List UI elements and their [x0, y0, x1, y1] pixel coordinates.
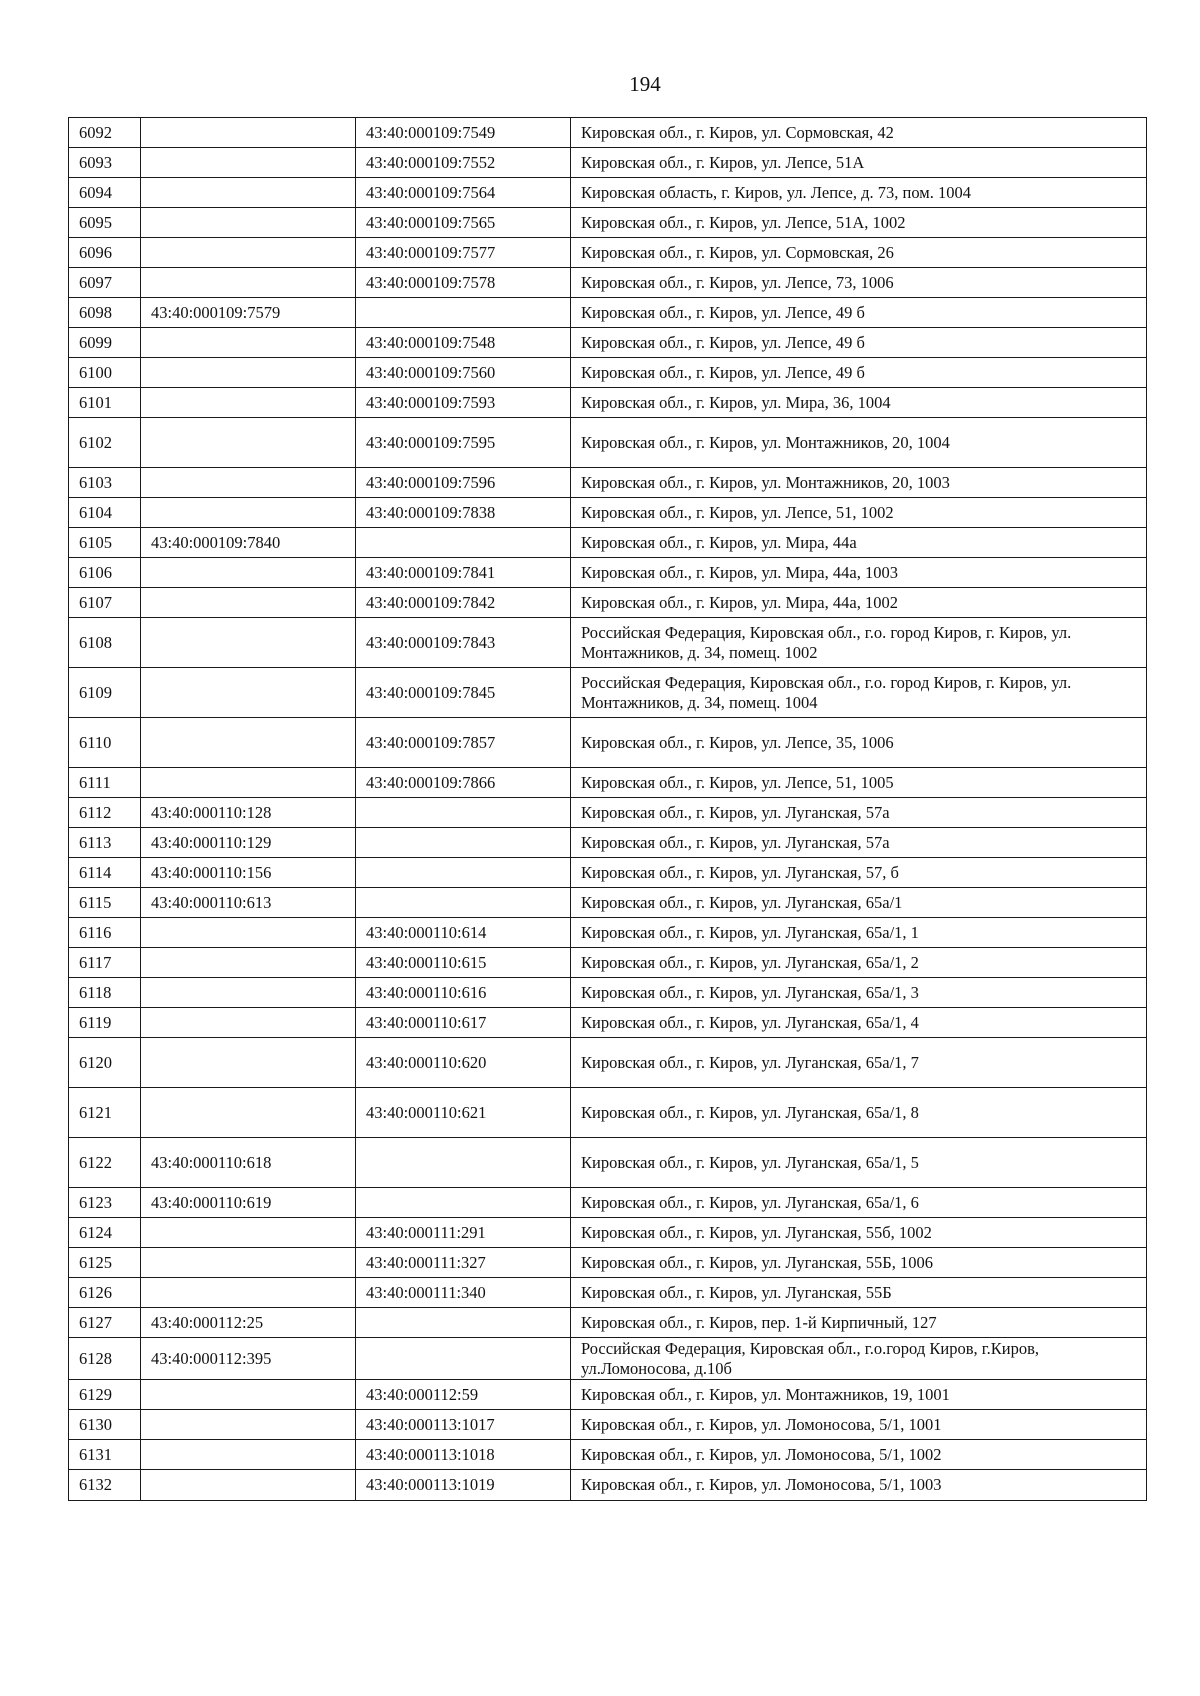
- row-number-cell: 6101: [69, 388, 141, 418]
- address-cell: Кировская обл., г. Киров, ул. Луганская, 57а: [571, 798, 1147, 828]
- premises-id-cell: 43:40:000109:7838: [356, 498, 571, 528]
- row-number-cell: 6126: [69, 1278, 141, 1308]
- object-id-cell: [141, 588, 356, 618]
- premises-id-cell: 43:40:000113:1019: [356, 1470, 571, 1501]
- address-cell: Кировская область, г. Киров, ул. Лепсе, д. 73, пом. 1004: [571, 178, 1147, 208]
- premises-id-cell: 43:40:000109:7595: [356, 418, 571, 468]
- premises-id-cell: 43:40:000110:617: [356, 1008, 571, 1038]
- address-cell: Кировская обл., г. Киров, ул. Луганская, 65а/1, 4: [571, 1008, 1147, 1038]
- address-cell: Российская Федерация, Кировская обл., г.о.город Киров, г.Киров, ул.Ломоносова, д.10б: [571, 1338, 1147, 1380]
- table-row: [69, 948, 1147, 978]
- premises-id-cell: [356, 1188, 571, 1218]
- registry-table: [68, 117, 1147, 1501]
- row-number-cell: 6115: [69, 888, 141, 918]
- address-cell: Кировская обл., г. Киров, ул. Луганская, 55б, 1002: [571, 1218, 1147, 1248]
- premises-id-cell: 43:40:000109:7857: [356, 718, 571, 768]
- object-id-cell: [141, 618, 356, 668]
- row-number-cell: 6102: [69, 418, 141, 468]
- premises-id-cell: 43:40:000109:7845: [356, 668, 571, 718]
- row-number-cell: 6095: [69, 208, 141, 238]
- object-id-cell: [141, 948, 356, 978]
- premises-id-cell: 43:40:000113:1018: [356, 1440, 571, 1470]
- object-id-cell: 43:40:000109:7579: [141, 298, 356, 328]
- address-cell: Кировская обл., г. Киров, ул. Луганская, 55Б: [571, 1278, 1147, 1308]
- table-row: [69, 1038, 1147, 1088]
- premises-id-cell: 43:40:000113:1017: [356, 1410, 571, 1440]
- row-number-cell: 6096: [69, 238, 141, 268]
- premises-id-cell: 43:40:000110:616: [356, 978, 571, 1008]
- object-id-cell: [141, 1008, 356, 1038]
- address-cell: Кировская обл., г. Киров, ул. Луганская, 65а/1, 3: [571, 978, 1147, 1008]
- object-id-cell: [141, 388, 356, 418]
- row-number-cell: 6132: [69, 1470, 141, 1501]
- premises-id-cell: 43:40:000109:7548: [356, 328, 571, 358]
- address-cell: Кировская обл., г. Киров, ул. Лепсе, 51А: [571, 148, 1147, 178]
- page-number: 194: [629, 72, 661, 96]
- object-id-cell: 43:40:000110:618: [141, 1138, 356, 1188]
- row-number-cell: 6104: [69, 498, 141, 528]
- premises-id-cell: [356, 1138, 571, 1188]
- table-row: [69, 1248, 1147, 1278]
- object-id-cell: 43:40:000109:7840: [141, 528, 356, 558]
- row-number-cell: 6125: [69, 1248, 141, 1278]
- row-number-cell: 6130: [69, 1410, 141, 1440]
- object-id-cell: [141, 1038, 356, 1088]
- table-row: [69, 1410, 1147, 1440]
- address-cell: Кировская обл., г. Киров, ул. Ломоносова, 5/1, 1001: [571, 1410, 1147, 1440]
- table-row: [69, 1380, 1147, 1410]
- premises-id-cell: [356, 858, 571, 888]
- row-number-cell: 6100: [69, 358, 141, 388]
- object-id-cell: [141, 268, 356, 298]
- table-row: [69, 238, 1147, 268]
- address-cell: Российская Федерация, Кировская обл., г.о. город Киров, г. Киров, ул. Монтажников, д. 34, помещ. 1002: [571, 618, 1147, 668]
- row-number-cell: 6123: [69, 1188, 141, 1218]
- address-cell: Кировская обл., г. Киров, ул. Луганская, 57а: [571, 828, 1147, 858]
- object-id-cell: [141, 238, 356, 268]
- address-cell: Российская Федерация, Кировская обл., г.о. город Киров, г. Киров, ул. Монтажников, д. 34, помещ. 1004: [571, 668, 1147, 718]
- object-id-cell: [141, 1278, 356, 1308]
- object-id-cell: 43:40:000112:25: [141, 1308, 356, 1338]
- address-cell: Кировская обл., г. Киров, ул. Луганская, 57, б: [571, 858, 1147, 888]
- premises-id-cell: 43:40:000109:7564: [356, 178, 571, 208]
- premises-id-cell: [356, 798, 571, 828]
- table-row: [69, 358, 1147, 388]
- row-number-cell: 6093: [69, 148, 141, 178]
- address-cell: Кировская обл., г. Киров, ул. Мира, 36, 1004: [571, 388, 1147, 418]
- table-row: [69, 208, 1147, 238]
- premises-id-cell: 43:40:000109:7577: [356, 238, 571, 268]
- table-row: [69, 798, 1147, 828]
- table-row: [69, 498, 1147, 528]
- table-row: [69, 118, 1147, 148]
- premises-id-cell: [356, 298, 571, 328]
- address-cell: Кировская обл., г. Киров, ул. Сормовская, 42: [571, 118, 1147, 148]
- object-id-cell: 43:40:000110:129: [141, 828, 356, 858]
- table-row: [69, 1138, 1147, 1188]
- table-row: [69, 1008, 1147, 1038]
- premises-id-cell: 43:40:000109:7549: [356, 118, 571, 148]
- row-number-cell: 6111: [69, 768, 141, 798]
- row-number-cell: 6105: [69, 528, 141, 558]
- address-cell: Кировская обл., г. Киров, ул. Ломоносова, 5/1, 1003: [571, 1470, 1147, 1501]
- premises-id-cell: 43:40:000109:7560: [356, 358, 571, 388]
- row-number-cell: 6129: [69, 1380, 141, 1410]
- object-id-cell: [141, 1410, 356, 1440]
- table-row: [69, 588, 1147, 618]
- object-id-cell: [141, 1218, 356, 1248]
- table-row: [69, 1188, 1147, 1218]
- address-cell: Кировская обл., г. Киров, ул. Лепсе, 51А, 1002: [571, 208, 1147, 238]
- premises-id-cell: 43:40:000110:615: [356, 948, 571, 978]
- row-number-cell: 6097: [69, 268, 141, 298]
- premises-id-cell: 43:40:000109:7593: [356, 388, 571, 418]
- table-row: [69, 1218, 1147, 1248]
- object-id-cell: [141, 558, 356, 588]
- object-id-cell: [141, 208, 356, 238]
- table-row: [69, 148, 1147, 178]
- premises-id-cell: 43:40:000109:7565: [356, 208, 571, 238]
- premises-id-cell: 43:40:000110:614: [356, 918, 571, 948]
- object-id-cell: [141, 978, 356, 1008]
- address-cell: Кировская обл., г. Киров, ул. Мира, 44а, 1002: [571, 588, 1147, 618]
- row-number-cell: 6108: [69, 618, 141, 668]
- premises-id-cell: 43:40:000111:327: [356, 1248, 571, 1278]
- object-id-cell: [141, 358, 356, 388]
- object-id-cell: [141, 418, 356, 468]
- address-cell: Кировская обл., г. Киров, ул. Луганская, 65а/1, 1: [571, 918, 1147, 948]
- row-number-cell: 6110: [69, 718, 141, 768]
- row-number-cell: 6114: [69, 858, 141, 888]
- table-row: [69, 328, 1147, 358]
- address-cell: Кировская обл., г. Киров, ул. Луганская, 65а/1: [571, 888, 1147, 918]
- row-number-cell: 6103: [69, 468, 141, 498]
- object-id-cell: [141, 498, 356, 528]
- row-number-cell: 6124: [69, 1218, 141, 1248]
- object-id-cell: [141, 118, 356, 148]
- address-cell: Кировская обл., г. Киров, ул. Луганская, 65а/1, 7: [571, 1038, 1147, 1088]
- premises-id-cell: [356, 528, 571, 558]
- address-cell: Кировская обл., г. Киров, ул. Монтажников, 20, 1003: [571, 468, 1147, 498]
- row-number-cell: 6127: [69, 1308, 141, 1338]
- object-id-cell: [141, 468, 356, 498]
- object-id-cell: [141, 1470, 356, 1501]
- row-number-cell: 6113: [69, 828, 141, 858]
- row-number-cell: 6116: [69, 918, 141, 948]
- premises-id-cell: 43:40:000109:7596: [356, 468, 571, 498]
- row-number-cell: 6099: [69, 328, 141, 358]
- table-row: [69, 618, 1147, 668]
- premises-id-cell: [356, 1308, 571, 1338]
- row-number-cell: 6109: [69, 668, 141, 718]
- address-cell: Кировская обл., г. Киров, ул. Сормовская, 26: [571, 238, 1147, 268]
- table-row: [69, 1088, 1147, 1138]
- premises-id-cell: 43:40:000111:340: [356, 1278, 571, 1308]
- row-number-cell: 6112: [69, 798, 141, 828]
- table-row: [69, 888, 1147, 918]
- row-number-cell: 6122: [69, 1138, 141, 1188]
- address-cell: Кировская обл., г. Киров, ул. Луганская, 65а/1, 8: [571, 1088, 1147, 1138]
- row-number-cell: 6120: [69, 1038, 141, 1088]
- address-cell: Кировская обл., г. Киров, ул. Лепсе, 51, 1002: [571, 498, 1147, 528]
- table-row: [69, 918, 1147, 948]
- premises-id-cell: [356, 828, 571, 858]
- address-cell: Кировская обл., г. Киров, ул. Ломоносова, 5/1, 1002: [571, 1440, 1147, 1470]
- table-row: [69, 178, 1147, 208]
- row-number-cell: 6121: [69, 1088, 141, 1138]
- address-cell: Кировская обл., г. Киров, ул. Мира, 44а: [571, 528, 1147, 558]
- premises-id-cell: 43:40:000112:59: [356, 1380, 571, 1410]
- table-row: [69, 978, 1147, 1008]
- address-cell: Кировская обл., г. Киров, ул. Луганская, 65а/1, 2: [571, 948, 1147, 978]
- table-row: [69, 1470, 1147, 1501]
- object-id-cell: [141, 1440, 356, 1470]
- address-cell: Кировская обл., г. Киров, ул. Лепсе, 73, 1006: [571, 268, 1147, 298]
- premises-id-cell: 43:40:000109:7841: [356, 558, 571, 588]
- object-id-cell: [141, 1380, 356, 1410]
- table-row: [69, 528, 1147, 558]
- object-id-cell: [141, 148, 356, 178]
- object-id-cell: [141, 768, 356, 798]
- address-cell: Кировская обл., г. Киров, ул. Лепсе, 49 б: [571, 358, 1147, 388]
- table-row: [69, 768, 1147, 798]
- row-number-cell: 6131: [69, 1440, 141, 1470]
- address-cell: Кировская обл., г. Киров, ул. Мира, 44а, 1003: [571, 558, 1147, 588]
- table-row: [69, 718, 1147, 768]
- table-row: [69, 558, 1147, 588]
- row-number-cell: 6107: [69, 588, 141, 618]
- table-row: [69, 1338, 1147, 1380]
- object-id-cell: 43:40:000112:395: [141, 1338, 356, 1380]
- object-id-cell: [141, 328, 356, 358]
- premises-id-cell: 43:40:000111:291: [356, 1218, 571, 1248]
- address-cell: Кировская обл., г. Киров, ул. Монтажников, 19, 1001: [571, 1380, 1147, 1410]
- table-row: [69, 298, 1147, 328]
- address-cell: Кировская обл., г. Киров, ул. Лепсе, 35, 1006: [571, 718, 1147, 768]
- table-row: [69, 858, 1147, 888]
- object-id-cell: 43:40:000110:613: [141, 888, 356, 918]
- table-row: [69, 1308, 1147, 1338]
- object-id-cell: [141, 1088, 356, 1138]
- address-cell: Кировская обл., г. Киров, ул. Луганская, 65а/1, 5: [571, 1138, 1147, 1188]
- premises-id-cell: [356, 1338, 571, 1380]
- table-row: [69, 1440, 1147, 1470]
- registry-table-body: [69, 118, 1147, 1501]
- row-number-cell: 6119: [69, 1008, 141, 1038]
- table-row: [69, 468, 1147, 498]
- table-row: [69, 388, 1147, 418]
- premises-id-cell: 43:40:000110:621: [356, 1088, 571, 1138]
- object-id-cell: [141, 1248, 356, 1278]
- premises-id-cell: 43:40:000110:620: [356, 1038, 571, 1088]
- address-cell: Кировская обл., г. Киров, ул. Луганская, 65а/1, 6: [571, 1188, 1147, 1218]
- table-row: [69, 418, 1147, 468]
- table-row: [69, 1278, 1147, 1308]
- address-cell: Кировская обл., г. Киров, ул. Лепсе, 49 б: [571, 298, 1147, 328]
- premises-id-cell: [356, 888, 571, 918]
- premises-id-cell: 43:40:000109:7866: [356, 768, 571, 798]
- object-id-cell: [141, 668, 356, 718]
- address-cell: Кировская обл., г. Киров, пер. 1-й Кирпичный, 127: [571, 1308, 1147, 1338]
- row-number-cell: 6092: [69, 118, 141, 148]
- premises-id-cell: 43:40:000109:7843: [356, 618, 571, 668]
- table-row: [69, 268, 1147, 298]
- address-cell: Кировская обл., г. Киров, ул. Луганская, 55Б, 1006: [571, 1248, 1147, 1278]
- object-id-cell: 43:40:000110:156: [141, 858, 356, 888]
- address-cell: Кировская обл., г. Киров, ул. Лепсе, 51, 1005: [571, 768, 1147, 798]
- premises-id-cell: 43:40:000109:7842: [356, 588, 571, 618]
- object-id-cell: 43:40:000110:128: [141, 798, 356, 828]
- row-number-cell: 6128: [69, 1338, 141, 1380]
- row-number-cell: 6118: [69, 978, 141, 1008]
- object-id-cell: 43:40:000110:619: [141, 1188, 356, 1218]
- object-id-cell: [141, 918, 356, 948]
- address-cell: Кировская обл., г. Киров, ул. Монтажников, 20, 1004: [571, 418, 1147, 468]
- premises-id-cell: 43:40:000109:7552: [356, 148, 571, 178]
- table-row: [69, 828, 1147, 858]
- object-id-cell: [141, 178, 356, 208]
- object-id-cell: [141, 718, 356, 768]
- table-row: [69, 668, 1147, 718]
- row-number-cell: 6106: [69, 558, 141, 588]
- address-cell: Кировская обл., г. Киров, ул. Лепсе, 49 б: [571, 328, 1147, 358]
- row-number-cell: 6117: [69, 948, 141, 978]
- row-number-cell: 6098: [69, 298, 141, 328]
- premises-id-cell: 43:40:000109:7578: [356, 268, 571, 298]
- row-number-cell: 6094: [69, 178, 141, 208]
